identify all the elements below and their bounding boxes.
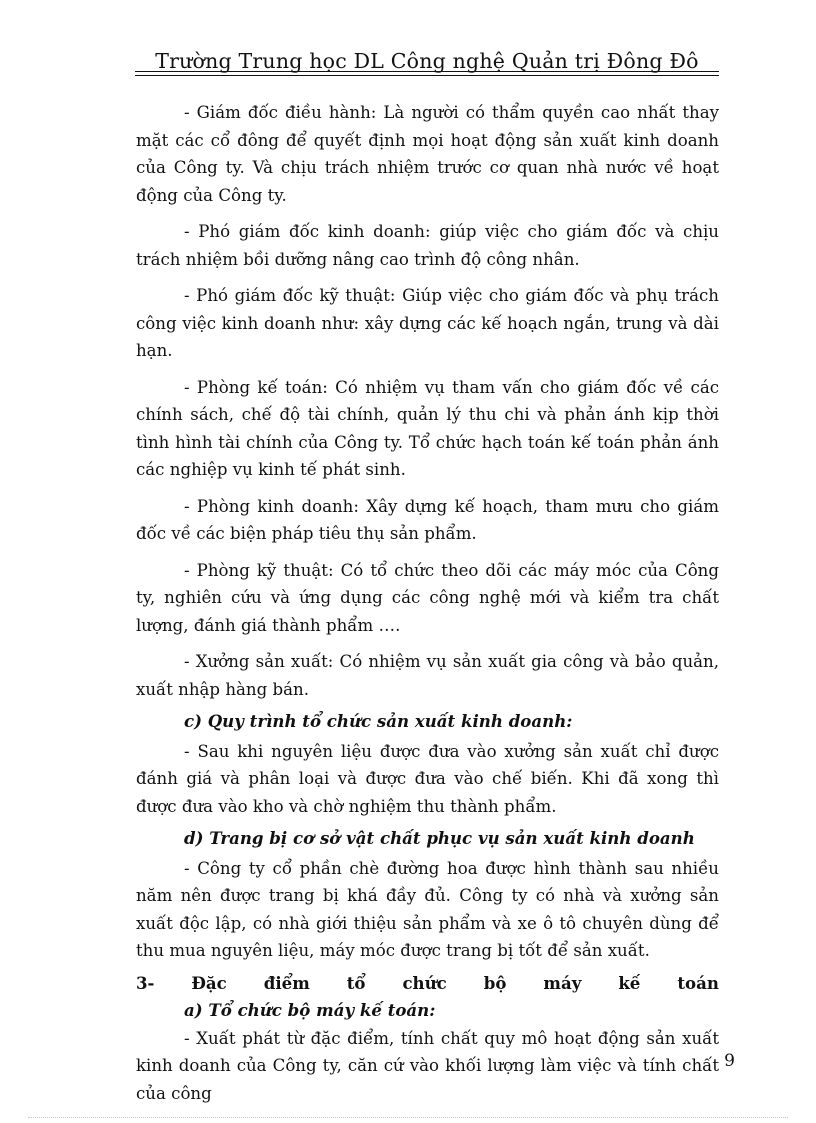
section-3-word: bộ — [483, 972, 507, 993]
section-3-word: 3- — [136, 972, 155, 993]
section-3-word: Đặc — [191, 972, 227, 993]
paragraph-xuong-san-xuat: - Xưởng sản xuất: Có nhiệm vụ sản xuất gia công và bảo quản, xuất nhập hàng bán. — [136, 652, 719, 699]
heading-trang-bi: d) Trang bị cơ sở vật chất phục vụ sản xuất kinh doanh — [184, 828, 695, 848]
section-3-heading — [136, 970, 719, 998]
section-3-word: chức — [402, 972, 447, 993]
paragraph-xuat-phat: - Xuất phát từ đặc điểm, tính chất quy mô hoạt động sản xuất kinh doanh của Công ty, căn cứ vào khối lượng làm việc và tính chất của công — [136, 1028, 719, 1103]
document-body — [136, 99, 719, 1107]
paragraph-phong-kinh-doanh: - Phòng kinh doanh: Xây dựng kế hoạch, tham mưu cho giám đốc về các biện pháp tiêu thụ sản phẩm. — [136, 496, 719, 543]
paragraph-pho-giam-doc-ky-thuat: - Phó giám đốc kỹ thuật: Giúp việc cho giám đốc và phụ trách công việc kinh doanh như: xây dựng các kế hoạch ngắn, trung và dài hạn. — [136, 286, 719, 360]
page-bottom-divider — [28, 1117, 788, 1118]
paragraph-quy-trinh: - Sau khi nguyên liệu được đưa vào xưởng sản xuất chỉ được đánh giá và phân loại và được đưa vào chế biến. Khi đã xong thì được đưa vào kho và chờ nghiệm thu thành phẩm. — [136, 741, 719, 816]
page-header-title: Trường Trung học DL Công nghệ Quản trị Đông Đô — [155, 49, 699, 73]
section-3-word: điểm — [263, 972, 310, 993]
subheading-to-chuc-bo-may: a) Tổ chức bộ máy kế toán: — [184, 1000, 436, 1020]
section-3-word: kế — [618, 972, 641, 993]
paragraph-giam-doc-dieu-hanh: - Giám đốc điều hành: Là người có thẩm quyền cao nhất thay mặt các cổ đông để quyết định mọi hoạt động sản xuất kinh doanh của Công ty. Và chịu trách nhiệm trước cơ quan nhà nước về hoạt động của Công ty. — [136, 103, 719, 205]
heading-quy-trinh: c) Quy trình tổ chức sản xuất kinh doanh: — [184, 711, 573, 731]
section-3-word: toán — [677, 972, 719, 993]
paragraph-phong-ky-thuat: - Phòng kỹ thuật: Có tổ chức theo dõi các máy móc của Công ty, nghiên cứu và ứng dụng các công nghệ mới và kiểm tra chất lượng, đánh giá thành phẩm …. — [136, 560, 719, 635]
paragraph-trang-bi: - Công ty cổ phần chè đường hoa được hình thành sau nhiều năm nên được trang bị khá đầy đủ. Công ty có nhà và xưởng sản xuất độc lập, có nhà giới thiệu sản phẩm và xe ô tô chuyên dùng để thu mua nguyên liệu, máy móc được trang bị tốt để sản xuất. — [136, 858, 719, 960]
section-3-word: tổ — [346, 972, 366, 993]
header-rule-top — [135, 71, 719, 72]
page-number: 9 — [724, 1051, 735, 1071]
paragraph-pho-giam-doc-kinh-doanh: - Phó giám đốc kinh doanh: giúp việc cho giám đốc và chịu trách nhiệm bồi dưỡng nâng cao trình độ công nhân. — [136, 222, 719, 269]
header-rule-bottom — [135, 75, 719, 76]
section-3-word: máy — [543, 972, 582, 993]
paragraph-phong-ke-toan: - Phòng kế toán: Có nhiệm vụ tham vấn cho giám đốc về các chính sách, chế độ tài chính, quản lý thu chi và phản ánh kịp thời tình hình tài chính của Công ty. Tổ chức hạch toán kế toán phản ánh các nghiệp vụ kinh tế phát sinh. — [136, 377, 719, 479]
